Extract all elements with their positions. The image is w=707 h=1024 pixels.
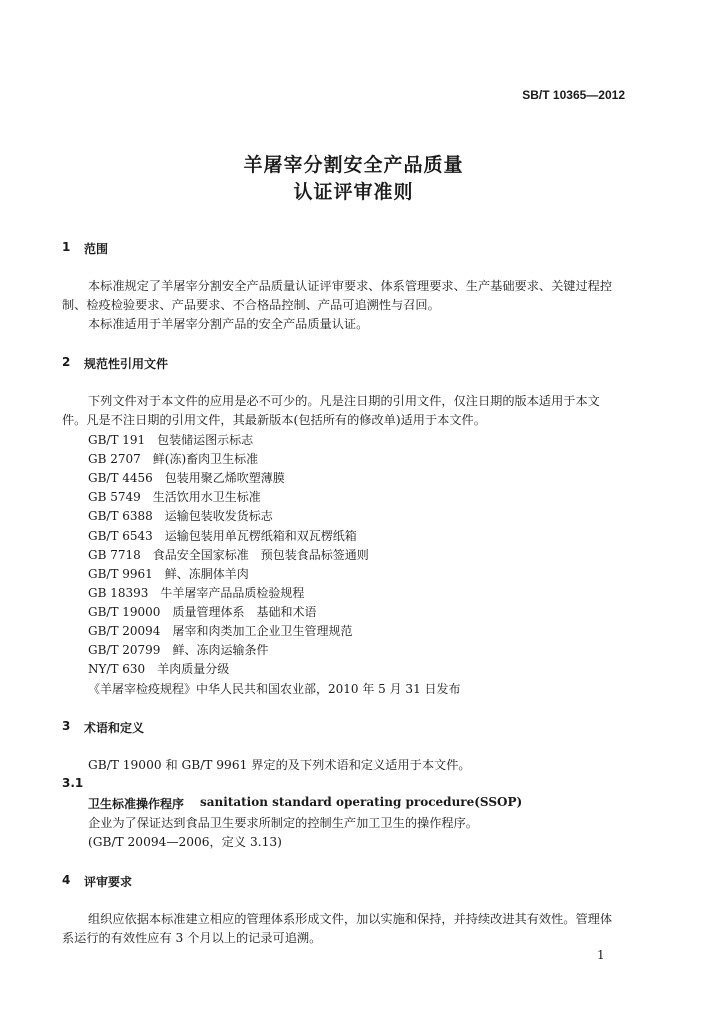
term-chinese: 卫生标准操作程序 — [88, 797, 185, 811]
document-title-line2: 认证评审准则 — [293, 181, 414, 203]
reference-item: GB/T 19000 质量管理体系 基础和术语 — [88, 605, 317, 619]
document-title-line1: 羊屠宰分割安全产品质量 — [243, 154, 464, 176]
section-2-title: 规范性引用文件 — [84, 357, 169, 371]
reference-item: GB/T 6543 运输包装用单瓦楞纸箱和双瓦楞纸箱 — [88, 529, 357, 543]
reference-item: GB 18393 牛羊屠宰产品品质检验规程 — [88, 586, 305, 600]
term-definition: 企业为了保证达到食品卫生要求所制定的控制生产加工卫生的操作程序。 — [88, 816, 478, 830]
section-1-paragraph-line: 制、检疫检验要求、产品要求、不合格品控制、产品可追溯性与召回。 — [62, 298, 440, 312]
reference-item: GB 7718 食品安全国家标准 预包装食品标签通则 — [88, 548, 369, 562]
reference-item: 《羊屠宰检疫规程》中华人民共和国农业部，2010 年 5 月 31 日发布 — [88, 682, 461, 696]
subsection-number: 3.1 — [62, 776, 84, 790]
section-4-number: 4 — [62, 873, 71, 887]
page-number: 1 — [597, 948, 605, 962]
section-3-title: 术语和定义 — [84, 721, 145, 735]
reference-item: GB/T 20094 屠宰和肉类加工企业卫生管理规范 — [88, 624, 353, 638]
reference-item: GB/T 6388 运输包装收发货标志 — [88, 509, 273, 523]
section-1-paragraph-line: 本标准规定了羊屠宰分割安全产品质量认证评审要求、体系管理要求、生产基础要求、关键过程控 — [88, 279, 613, 293]
section-3-number: 3 — [62, 719, 71, 733]
section-2-paragraph-line: 件。凡是不注日期的引用文件，其最新版本(包括所有的修改单)适用于本文件。 — [62, 413, 486, 427]
section-2-paragraph-line: 下列文件对于本文件的应用是必不可少的。凡是注日期的引用文件，仅注日期的版本适用于本文 — [88, 394, 600, 408]
reference-item: GB/T 4456 包装用聚乙烯吹塑薄膜 — [88, 471, 285, 485]
section-3-paragraph: GB/T 19000 和 GB/T 9961 界定的及下列术语和定义适用于本文件。 — [88, 758, 471, 772]
reference-item: NY/T 630 羊肉质量分级 — [88, 662, 230, 676]
section-2-number: 2 — [62, 355, 71, 369]
term-source: (GB/T 20094—2006，定义 3.13) — [88, 835, 282, 849]
section-4-title: 评审要求 — [84, 875, 133, 889]
section-4-paragraph-line: 系运行的有效性应有 3 个月以上的记录可追溯。 — [62, 931, 322, 945]
reference-item: GB 2707 鲜(冻)畜肉卫生标准 — [88, 452, 259, 466]
section-1-number: 1 — [62, 240, 71, 254]
section-4-paragraph-line: 组织应依据本标准建立相应的管理体系形成文件，加以实施和保持，并持续改进其有效性。管理体 — [88, 912, 613, 926]
reference-item: GB 5749 生活饮用水卫生标准 — [88, 490, 261, 504]
section-1-paragraph: 本标准适用于羊屠宰分割产品的安全产品质量认证。 — [88, 317, 369, 331]
reference-item: GB/T 20799 鲜、冻肉运输条件 — [88, 643, 269, 657]
section-1-title: 范围 — [84, 242, 109, 256]
term-english: sanitation standard operating procedure(SSOP) — [200, 795, 523, 809]
reference-item: GB/T 191 包装储运图示标志 — [88, 433, 254, 447]
standard-code: SB/T 10365—2012 — [522, 88, 625, 102]
reference-item: GB/T 9961 鲜、冻胴体羊肉 — [88, 567, 249, 581]
